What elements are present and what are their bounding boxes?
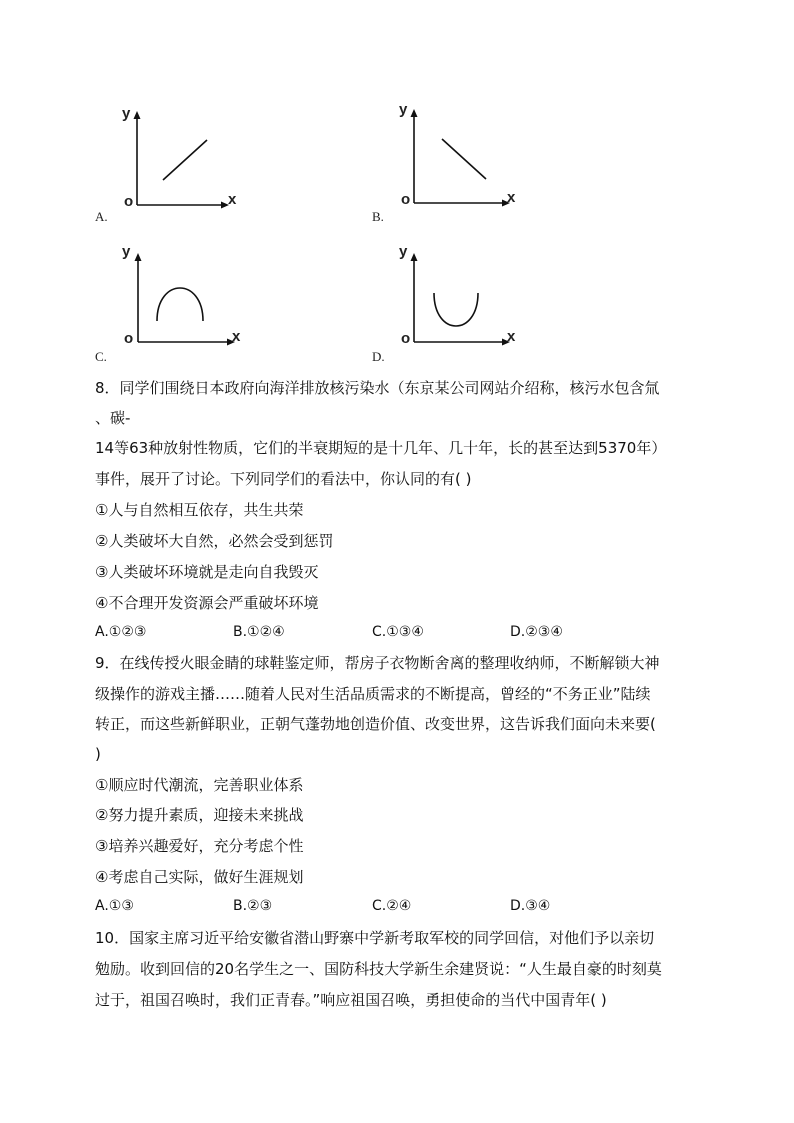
q9-item-3: ③培养兴趣爱好，充分考虑个性: [95, 837, 304, 855]
graph-b-axes: [372, 105, 522, 220]
q9-item-1: ①顺应时代潮流，完善职业体系: [95, 776, 304, 794]
q8-line-4: 事件，展开了讨论。下列同学们的看法中，你认同的有( ): [95, 470, 472, 488]
graph-c: [95, 243, 245, 364]
graph-d: [372, 243, 522, 364]
graph-c-curve: [157, 288, 203, 321]
graph-a-y-label: y: [122, 105, 131, 122]
q9-line-3: 转正，而这些新鲜职业，正朝气蓬勃地创造价值、改变世界，这告诉我们面向未来要(: [95, 715, 656, 733]
q8-line-2: 、碳-: [95, 409, 131, 427]
q9-line-1: 9．在线传授火眼金睛的球鞋鉴定师，帮房子衣物断舍离的整理收纳师，不断解锁大神: [95, 654, 660, 672]
graph-a-axes: [95, 105, 245, 220]
graph-b-curve: [442, 139, 486, 179]
q10-line-3: 过于，祖国召唤时，我们正青春。”响应祖国召唤，勇担使命的当代中国青年( ): [95, 991, 607, 1009]
q8-item-3: ③人类破坏环境就是走向自我毁灭: [95, 563, 319, 581]
q9-item-2: ②努力提升素质，迎接未来挑战: [95, 806, 304, 824]
graph-a-x-label: x: [228, 191, 237, 208]
graph-d-axes: [372, 245, 522, 360]
q10-line-2: 勉励。收到回信的20名学生之一、国防科技大学新生余建贤说：“人生最自豪的时刻莫: [95, 960, 662, 978]
q9-option-c: C.②④: [372, 898, 412, 914]
graph-a: [95, 105, 245, 224]
q8-line-3: 14等63种放射性物质，它们的半衰期短的是十几年、几十年，长的甚至达到5370年）: [95, 439, 667, 457]
graph-a-letter: A.: [95, 209, 108, 224]
q9-option-d: D.③④: [510, 898, 551, 914]
q8-option-a: A.①②③: [95, 624, 147, 640]
graph-c-o-label: o: [124, 330, 134, 347]
q9-item-4: ④考虑自己实际，做好生涯规划: [95, 868, 304, 886]
graph-c-axes: [95, 245, 245, 360]
graph-a-curve: [163, 140, 207, 180]
graph-a-o-label: o: [124, 193, 134, 210]
q9-option-a: A.①③: [95, 898, 134, 914]
graph-b-o-label: o: [401, 191, 411, 208]
graph-c-x-label: x: [232, 328, 241, 345]
graph-d-x-label: x: [507, 328, 516, 345]
graph-b-y-label: y: [399, 101, 408, 118]
q8-line-1: 8．同学们围绕日本政府向海洋排放核污染水（东京某公司网站介绍称，核污水包含氚: [95, 379, 660, 397]
q9-line-4: ): [95, 745, 101, 763]
graph-c-letter: C.: [95, 349, 107, 364]
q8-item-4: ④不合理开发资源会严重破坏环境: [95, 594, 319, 612]
graph-d-letter: D.: [372, 349, 385, 364]
graph-c-y-label: y: [122, 243, 131, 260]
graph-d-o-label: o: [401, 330, 411, 347]
q9-option-b: B.②③: [233, 898, 273, 914]
q8-option-c: C.①③④: [372, 624, 424, 640]
q9-line-2: 级操作的游戏主播……随着人民对生活品质需求的不断提高，曾经的“不务正业”陆续: [95, 685, 651, 703]
graph-d-y-label: y: [399, 243, 408, 260]
graph-b-letter: B.: [372, 209, 384, 224]
q10-line-1: 10．国家主席习近平给安徽省潜山野寨中学新考取军校的同学回信，对他们予以亲切: [95, 929, 655, 947]
q8-option-d: D.②③④: [510, 624, 563, 640]
graph-b-x-label: x: [507, 189, 516, 206]
graph-d-curve: [434, 293, 478, 326]
q8-item-1: ①人与自然相互依存，共生共荣: [95, 501, 304, 519]
q8-option-b: B.①②④: [233, 624, 285, 640]
graph-b: [372, 101, 522, 224]
q8-item-2: ②人类破坏大自然，必然会受到惩罚: [95, 532, 334, 550]
